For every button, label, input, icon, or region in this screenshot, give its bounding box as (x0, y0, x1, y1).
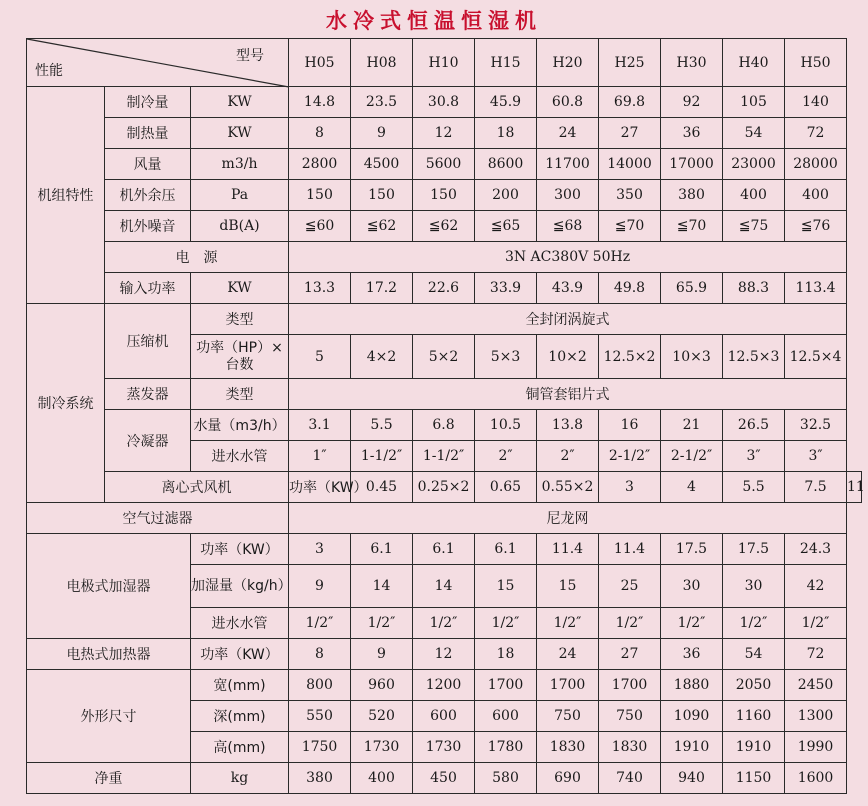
value-cell: 5.5 (723, 472, 785, 503)
value-cell: 30 (661, 565, 723, 608)
group-label: 机组特性 (27, 87, 105, 304)
unit-cell: KW (191, 273, 289, 304)
table-row (27, 242, 862, 273)
value-cell: 10×2 (537, 335, 599, 379)
table-row (27, 273, 862, 304)
value-cell: 1880 (661, 670, 723, 701)
value-cell: ≦68 (537, 211, 599, 242)
value-cell: 1160 (723, 701, 785, 732)
value-cell: 92 (661, 87, 723, 118)
value-cell: 750 (599, 701, 661, 732)
value-cell: 25 (599, 565, 661, 608)
group-label: 电热式加热器 (27, 639, 191, 670)
value-cell: 6.1 (413, 534, 475, 565)
value-cell: 8600 (475, 149, 537, 180)
sub-label: 宽(mm) (191, 670, 289, 701)
value-cell: 72 (785, 639, 847, 670)
value-cell: 1/2″ (723, 608, 785, 639)
value-cell: 105 (723, 87, 785, 118)
value-cell: 0.45 (351, 472, 413, 503)
value-cell: ≦76 (785, 211, 847, 242)
span-value-cell: 全封闭涡旋式 (289, 304, 847, 335)
value-cell: 5600 (413, 149, 475, 180)
value-cell: 1750 (289, 732, 351, 763)
value-cell: 2050 (723, 670, 785, 701)
value-cell: 14000 (599, 149, 661, 180)
value-cell: 21 (661, 410, 723, 441)
value-cell: 150 (351, 180, 413, 211)
value-cell: 69.8 (599, 87, 661, 118)
value-cell: 4 (661, 472, 723, 503)
model-header: H05 (289, 39, 351, 87)
value-cell: 0.65 (475, 472, 537, 503)
sub-label: 功率（HP）×台数 (191, 335, 289, 379)
sub-label: 进水水管 (191, 608, 289, 639)
value-cell: 150 (413, 180, 475, 211)
value-cell: 23.5 (351, 87, 413, 118)
row-label: 机外噪音 (105, 211, 191, 242)
model-header: H08 (351, 39, 413, 87)
value-cell: 1/2″ (785, 608, 847, 639)
value-cell: 1090 (661, 701, 723, 732)
value-cell: 1780 (475, 732, 537, 763)
value-cell: 12.5×4 (785, 335, 847, 379)
value-cell: 27 (599, 639, 661, 670)
value-cell: 14 (351, 565, 413, 608)
value-cell: 150 (289, 180, 351, 211)
unit-cell: Pa (191, 180, 289, 211)
header-row (27, 39, 862, 87)
value-cell: 580 (475, 763, 537, 794)
sub-label: 加湿量（kg/h） (191, 565, 289, 608)
value-cell: 0.25×2 (413, 472, 475, 503)
value-cell: 1700 (475, 670, 537, 701)
value-cell: 1200 (413, 670, 475, 701)
value-cell: 16 (599, 410, 661, 441)
span-value-cell: 铜管套铝片式 (289, 379, 847, 410)
value-cell: 12 (413, 118, 475, 149)
value-cell: 17000 (661, 149, 723, 180)
value-cell: 1830 (599, 732, 661, 763)
value-cell: 9 (351, 639, 413, 670)
value-cell: 960 (351, 670, 413, 701)
header-diagonal-cell (27, 39, 289, 87)
value-cell: 49.8 (599, 273, 661, 304)
value-cell: 1700 (537, 670, 599, 701)
table-row (27, 763, 862, 794)
value-cell: 2450 (785, 670, 847, 701)
value-cell: 24 (537, 118, 599, 149)
value-cell: 1/2″ (413, 608, 475, 639)
model-header: H15 (475, 39, 537, 87)
value-cell: 200 (475, 180, 537, 211)
value-cell: 5×3 (475, 335, 537, 379)
sub-label: 功率（KW） (289, 472, 351, 503)
value-cell: 6.8 (413, 410, 475, 441)
value-cell: 54 (723, 639, 785, 670)
value-cell: ≦65 (475, 211, 537, 242)
model-header: H10 (413, 39, 475, 87)
table-row (27, 211, 862, 242)
value-cell: 4×2 (351, 335, 413, 379)
value-cell: 24 (537, 639, 599, 670)
value-cell: 12.5×3 (723, 335, 785, 379)
value-cell: 6.1 (475, 534, 537, 565)
table-row (27, 379, 862, 410)
value-cell: 28000 (785, 149, 847, 180)
value-cell: 17.2 (351, 273, 413, 304)
value-cell: 36 (661, 639, 723, 670)
value-cell: 7.5 (785, 472, 847, 503)
row-label: 输入功率 (105, 273, 191, 304)
table-row (27, 149, 862, 180)
value-cell: 1-1/2″ (413, 441, 475, 472)
group-label: 离心式风机 (105, 472, 289, 503)
value-cell: 1910 (723, 732, 785, 763)
sub-label: 水量（m3/h） (191, 410, 289, 441)
value-cell: 1/2″ (289, 608, 351, 639)
row-label: 压缩机 (105, 304, 191, 379)
value-cell: 12.5×2 (599, 335, 661, 379)
value-cell: 3″ (723, 441, 785, 472)
unit-cell: m3/h (191, 149, 289, 180)
sub-label: 进水水管 (191, 441, 289, 472)
value-cell: 8 (289, 639, 351, 670)
value-cell: 520 (351, 701, 413, 732)
value-cell: ≦62 (351, 211, 413, 242)
value-cell: 27 (599, 118, 661, 149)
value-cell: 350 (599, 180, 661, 211)
model-header: H25 (599, 39, 661, 87)
value-cell: 30 (723, 565, 785, 608)
value-cell: 6.1 (351, 534, 413, 565)
value-cell: 10.5 (475, 410, 537, 441)
value-cell: 1/2″ (599, 608, 661, 639)
value-cell: 1-1/2″ (351, 441, 413, 472)
value-cell: 60.8 (537, 87, 599, 118)
group-label: 净重 (27, 763, 191, 794)
unit-cell: KW (191, 118, 289, 149)
sub-label: 类型 (191, 304, 289, 335)
header-right-label: 型号 (236, 48, 265, 64)
value-cell: 11.4 (537, 534, 599, 565)
value-cell: 1830 (537, 732, 599, 763)
value-cell: 1/2″ (351, 608, 413, 639)
table-row (27, 503, 862, 534)
table-row (27, 410, 862, 441)
value-cell: 2″ (537, 441, 599, 472)
value-cell: 42 (785, 565, 847, 608)
page-title: 水冷式恒温恒湿机 (326, 9, 542, 33)
value-cell: 450 (413, 763, 475, 794)
value-cell: 2″ (475, 441, 537, 472)
value-cell: ≦62 (413, 211, 475, 242)
sub-label: 功率（KW） (191, 639, 289, 670)
value-cell: 88.3 (723, 273, 785, 304)
row-label: 冷凝器 (105, 410, 191, 472)
value-cell: 17.5 (723, 534, 785, 565)
row-label: 制热量 (105, 118, 191, 149)
value-cell: 24.3 (785, 534, 847, 565)
value-cell: 11.4 (599, 534, 661, 565)
value-cell: 11 (847, 472, 862, 503)
unit-cell: KW (191, 87, 289, 118)
value-cell: 550 (289, 701, 351, 732)
value-cell: 1990 (785, 732, 847, 763)
value-cell: 18 (475, 639, 537, 670)
group-label: 空气过滤器 (27, 503, 289, 534)
value-cell: 140 (785, 87, 847, 118)
value-cell: 113.4 (785, 273, 847, 304)
value-cell: 36 (661, 118, 723, 149)
value-cell: 940 (661, 763, 723, 794)
value-cell: 690 (537, 763, 599, 794)
value-cell: 18 (475, 118, 537, 149)
table-row (27, 472, 862, 503)
value-cell: 30.8 (413, 87, 475, 118)
value-cell: 2-1/2″ (599, 441, 661, 472)
value-cell: 300 (537, 180, 599, 211)
sub-label: 深(mm) (191, 701, 289, 732)
value-cell: 1730 (413, 732, 475, 763)
value-cell: 26.5 (723, 410, 785, 441)
value-cell: 15 (537, 565, 599, 608)
value-cell: 5×2 (413, 335, 475, 379)
value-cell: 13.3 (289, 273, 351, 304)
table-row (27, 118, 862, 149)
value-cell: 1/2″ (661, 608, 723, 639)
value-cell: 1/2″ (537, 608, 599, 639)
value-cell: 2800 (289, 149, 351, 180)
value-cell: ≦60 (289, 211, 351, 242)
value-cell: 54 (723, 118, 785, 149)
row-label: 蒸发器 (105, 379, 191, 410)
table-row (27, 180, 862, 211)
value-cell: 1730 (351, 732, 413, 763)
value-cell: 72 (785, 118, 847, 149)
value-cell: 1150 (723, 763, 785, 794)
spec-table (26, 38, 865, 794)
value-cell: 14 (413, 565, 475, 608)
value-cell: 1700 (599, 670, 661, 701)
value-cell: 9 (289, 565, 351, 608)
model-header: H20 (537, 39, 599, 87)
value-cell: 380 (289, 763, 351, 794)
header-left-label: 性能 (35, 63, 63, 79)
value-cell: 4500 (351, 149, 413, 180)
span-value-cell: 尼龙网 (289, 503, 847, 534)
row-label: 制冷量 (105, 87, 191, 118)
value-cell: 3 (599, 472, 661, 503)
value-cell: 32.5 (785, 410, 847, 441)
group-label: 外形尺寸 (27, 670, 191, 763)
value-cell: 3″ (785, 441, 847, 472)
value-cell: 14.8 (289, 87, 351, 118)
value-cell: 13.8 (537, 410, 599, 441)
value-cell: 65.9 (661, 273, 723, 304)
model-header: H40 (723, 39, 785, 87)
value-cell: 400 (723, 180, 785, 211)
value-cell: 400 (351, 763, 413, 794)
model-header: H30 (661, 39, 723, 87)
value-cell: 600 (413, 701, 475, 732)
value-cell: 3 (289, 534, 351, 565)
value-cell: 45.9 (475, 87, 537, 118)
value-cell: 8 (289, 118, 351, 149)
row-label: 电 源 (105, 242, 289, 273)
table-row (27, 534, 862, 565)
sub-label: 高(mm) (191, 732, 289, 763)
value-cell: 2-1/2″ (661, 441, 723, 472)
value-cell: 22.6 (413, 273, 475, 304)
unit-cell: kg (191, 763, 289, 794)
table-row (27, 670, 862, 701)
value-cell: 600 (475, 701, 537, 732)
value-cell: 800 (289, 670, 351, 701)
table-row (27, 87, 862, 118)
row-label: 机外余压 (105, 180, 191, 211)
value-cell: 740 (599, 763, 661, 794)
span-value-cell: 3N AC380V 50Hz (289, 242, 847, 273)
value-cell: 1″ (289, 441, 351, 472)
value-cell: 1300 (785, 701, 847, 732)
value-cell: ≦70 (599, 211, 661, 242)
value-cell: ≦70 (661, 211, 723, 242)
value-cell: 380 (661, 180, 723, 211)
unit-cell: dB(A) (191, 211, 289, 242)
value-cell: 15 (475, 565, 537, 608)
value-cell: 10×3 (661, 335, 723, 379)
value-cell: 17.5 (661, 534, 723, 565)
value-cell: 12 (413, 639, 475, 670)
sub-label: 类型 (191, 379, 289, 410)
value-cell: 1910 (661, 732, 723, 763)
value-cell: 11700 (537, 149, 599, 180)
group-label: 电极式加湿器 (27, 534, 191, 639)
value-cell: 43.9 (537, 273, 599, 304)
row-label: 风量 (105, 149, 191, 180)
value-cell: 5.5 (351, 410, 413, 441)
model-header: H50 (785, 39, 847, 87)
value-cell: 23000 (723, 149, 785, 180)
table-row (27, 304, 862, 335)
value-cell: 5 (289, 335, 351, 379)
value-cell: 3.1 (289, 410, 351, 441)
value-cell: 33.9 (475, 273, 537, 304)
value-cell: 1/2″ (475, 608, 537, 639)
value-cell: 1600 (785, 763, 847, 794)
value-cell: 0.55×2 (537, 472, 599, 503)
table-row (27, 639, 862, 670)
value-cell: ≦75 (723, 211, 785, 242)
value-cell: 750 (537, 701, 599, 732)
value-cell: 9 (351, 118, 413, 149)
value-cell: 400 (785, 180, 847, 211)
sub-label: 功率（KW） (191, 534, 289, 565)
group-label: 制冷系统 (27, 304, 105, 503)
